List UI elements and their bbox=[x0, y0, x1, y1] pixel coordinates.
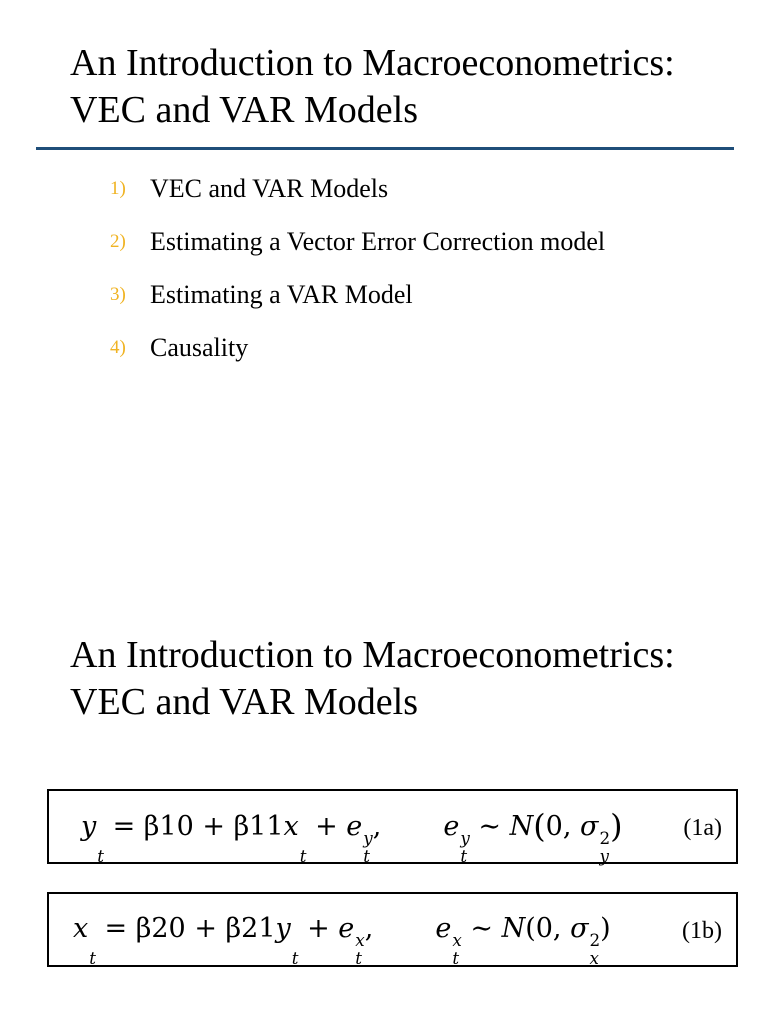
slide-title bbox=[70, 40, 675, 134]
error-superscript: x bbox=[452, 930, 462, 950]
title-line-2: VEC and VAR Models bbox=[70, 681, 419, 723]
title-line-1: An Introduction to Macroeconometrics: bbox=[70, 42, 675, 84]
agenda-text: VEC and VAR Models bbox=[150, 174, 389, 203]
slide-title bbox=[70, 632, 675, 726]
agenda-list bbox=[110, 170, 670, 382]
lhs-variable: x bbox=[73, 913, 89, 944]
agenda-number: 1) bbox=[110, 178, 126, 199]
agenda-text: Estimating a VAR Model bbox=[150, 280, 413, 309]
title-divider bbox=[36, 147, 734, 150]
variance-subscript: y bbox=[599, 845, 609, 866]
agenda-item-4 bbox=[110, 329, 670, 366]
equation-label: (1b) bbox=[682, 918, 722, 944]
error-superscript: y bbox=[363, 828, 373, 848]
equation-label: (1a) bbox=[683, 815, 722, 841]
agenda-number: 2) bbox=[110, 231, 126, 252]
title-line-1: An Introduction to Macroeconometrics: bbox=[70, 634, 675, 676]
beta-intercept: β20 bbox=[135, 913, 186, 944]
regressor-variable: x bbox=[283, 811, 299, 842]
beta-intercept: β10 bbox=[143, 811, 194, 842]
beta-slope: β21 bbox=[225, 913, 276, 944]
agenda-item-3 bbox=[110, 276, 670, 313]
agenda-number: 4) bbox=[110, 337, 126, 358]
beta-slope: β11 bbox=[233, 811, 284, 842]
slide-equations bbox=[0, 512, 768, 1024]
variance-subscript: x bbox=[589, 947, 599, 968]
agenda-text: Causality bbox=[150, 333, 249, 362]
equation-box-1a bbox=[47, 789, 738, 864]
equation-1b: x t = β20 + β21y t + e x t , e x t ∼ N(0, σ 2 x ) bbox=[73, 913, 611, 968]
agenda-item-1 bbox=[110, 170, 670, 207]
error-superscript: y bbox=[460, 828, 470, 848]
equation-1a: y t = β10 + β11x t + e y t , e y t ∼ N(0, σ 2 y ) bbox=[81, 807, 623, 866]
title-line-2: VEC and VAR Models bbox=[70, 89, 419, 131]
lhs-variable: y bbox=[81, 811, 97, 842]
agenda-number: 3) bbox=[110, 284, 126, 305]
agenda-item-2 bbox=[110, 223, 670, 260]
agenda-text: Estimating a Vector Error Correction model bbox=[150, 227, 606, 256]
error-superscript: x bbox=[355, 930, 365, 950]
equation-box-1b bbox=[47, 892, 738, 967]
regressor-variable: y bbox=[275, 913, 291, 944]
